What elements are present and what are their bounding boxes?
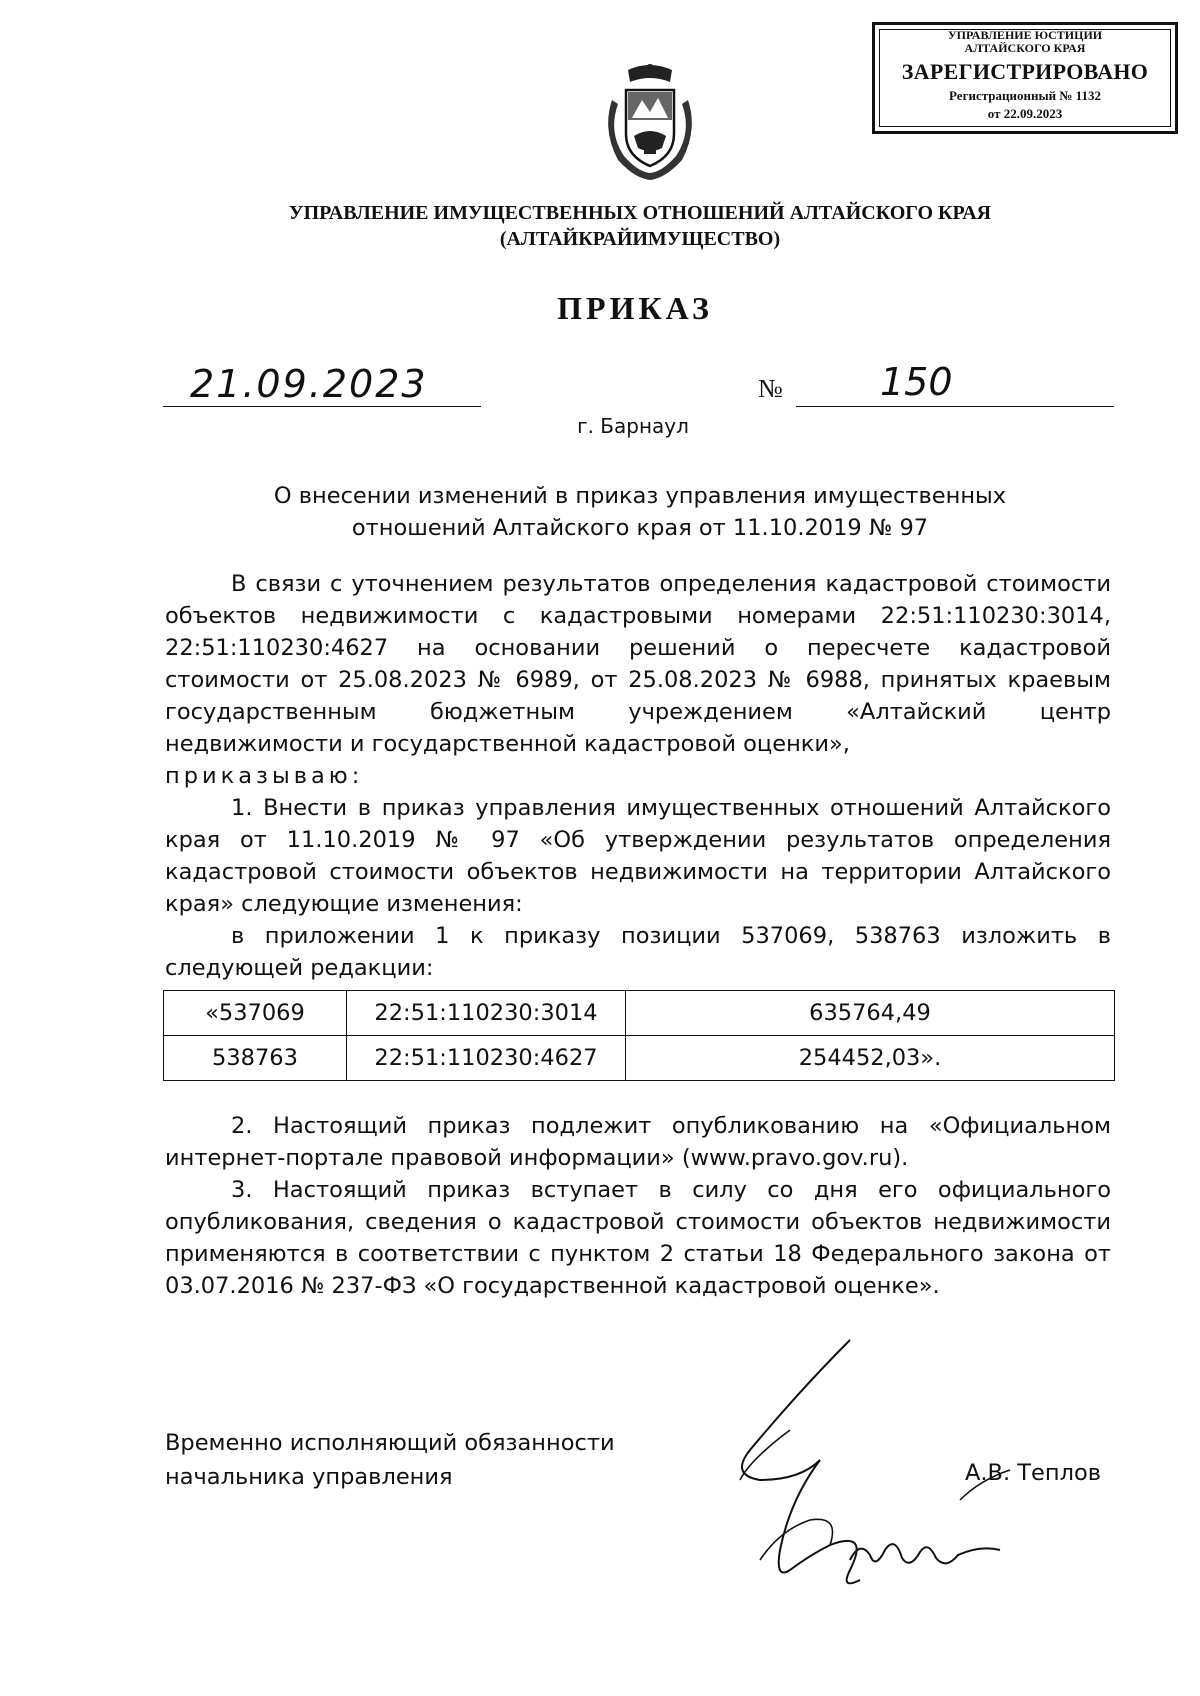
document-number: 150 (880, 360, 953, 404)
table-cell-position: «537069 (164, 991, 347, 1036)
table-cell-cadastral-number: 22:51:110230:3014 (347, 991, 626, 1036)
subject-line1: О внесении изменений в приказ управления имущественных (273, 483, 1007, 509)
positions-table (163, 990, 1115, 1081)
registration-stamp (872, 22, 1178, 134)
stamp-status: ЗАРЕГИСТРИРОВАНО (901, 59, 1149, 84)
signatory-position-line2: начальника управления (165, 1464, 453, 1490)
table-cell-value: 635764,49 (626, 991, 1115, 1036)
stamp-reg-date: от 22.09.2023 (987, 106, 1063, 121)
handwritten-signature (690, 1330, 1120, 1600)
altai-krai-coat-of-arms-icon (598, 60, 702, 184)
number-underline (796, 366, 1114, 407)
stamp-org-line2: АЛТАЙСКОГО КРАЯ (964, 41, 1086, 55)
org-short-name: (АЛТАЙКРАЙИМУЩЕСТВО) (499, 228, 781, 250)
item-1-sub-paragraph: в приложении 1 к приказу позиции 537069, 538763 изложить в следующей редакции: (165, 923, 1111, 981)
document-body-continued (165, 1110, 1111, 1302)
stamp-inner-border (879, 29, 1171, 127)
preamble-paragraph: В связи с уточнением результатов определения кадастровой стоимости объектов недвижимости с кадастровыми номерами 22:51:110230:3014, 22:51:110230:4627 на основании решений о пересчете кадастровой стоимости от 25.08.2023 № 6989, от 25.08.2023 № 6988, принятых краевым государственным бюджетным учреждением «Алтайский центр недвижимости и государственной кадастровой оценки», (165, 571, 1111, 757)
org-name: УПРАВЛЕНИЕ ИМУЩЕСТВЕННЫХ ОТНОШЕНИЙ АЛТАЙСКОГО КРАЯ (288, 202, 992, 224)
stamp-reg-number: Регистрационный № 1132 (949, 88, 1101, 103)
table-cell-cadastral-number: 22:51:110230:4627 (347, 1036, 626, 1081)
city: г. Барнаул (577, 414, 689, 438)
document-body (165, 568, 1111, 984)
item-1-paragraph: 1. Внести в приказ управления имущественных отношений Алтайского края от 11.10.2019 № 97 «Об утверждении результатов определения кадастровой стоимости объектов недвижимости на территории Алтайского края» следующие изменения: (165, 795, 1111, 917)
table-row (164, 1036, 1115, 1081)
table-cell-value: 254452,03». (626, 1036, 1115, 1081)
item-2-paragraph: 2. Настоящий приказ подлежит опубликованию на «Официальном интернет-портале правовой информации» (www.pravo.gov.ru). (165, 1113, 1111, 1171)
document-type: ПРИКАЗ (557, 290, 713, 326)
document-date: 21.09.2023 (190, 362, 428, 406)
signatory-position-line1: Временно исполняющий обязанности (165, 1430, 615, 1456)
subject-line2: отношений Алтайского края от 11.10.2019 № 97 (351, 515, 929, 541)
item-3-paragraph: 3. Настоящий приказ вступает в силу со дня его официального опубликования, сведения о кадастровой стоимости объектов недвижимости применяются в соответствии с пунктом 2 статьи 18 Федерального закона от 03.07.2016 № 237-ФЗ «О государственной кадастровой оценке». (165, 1177, 1111, 1299)
document-subject (220, 480, 1060, 544)
table-cell-position: 538763 (164, 1036, 347, 1081)
signatory-name: А.В. Теплов (965, 1460, 1101, 1486)
signatory-position (165, 1426, 615, 1494)
number-label: № (758, 374, 783, 403)
table-row (164, 991, 1115, 1036)
stamp-org-line1: УПРАВЛЕНИЕ ЮСТИЦИИ (947, 28, 1103, 42)
order-word: приказываю: (165, 763, 364, 789)
issuing-organization (0, 200, 1200, 252)
